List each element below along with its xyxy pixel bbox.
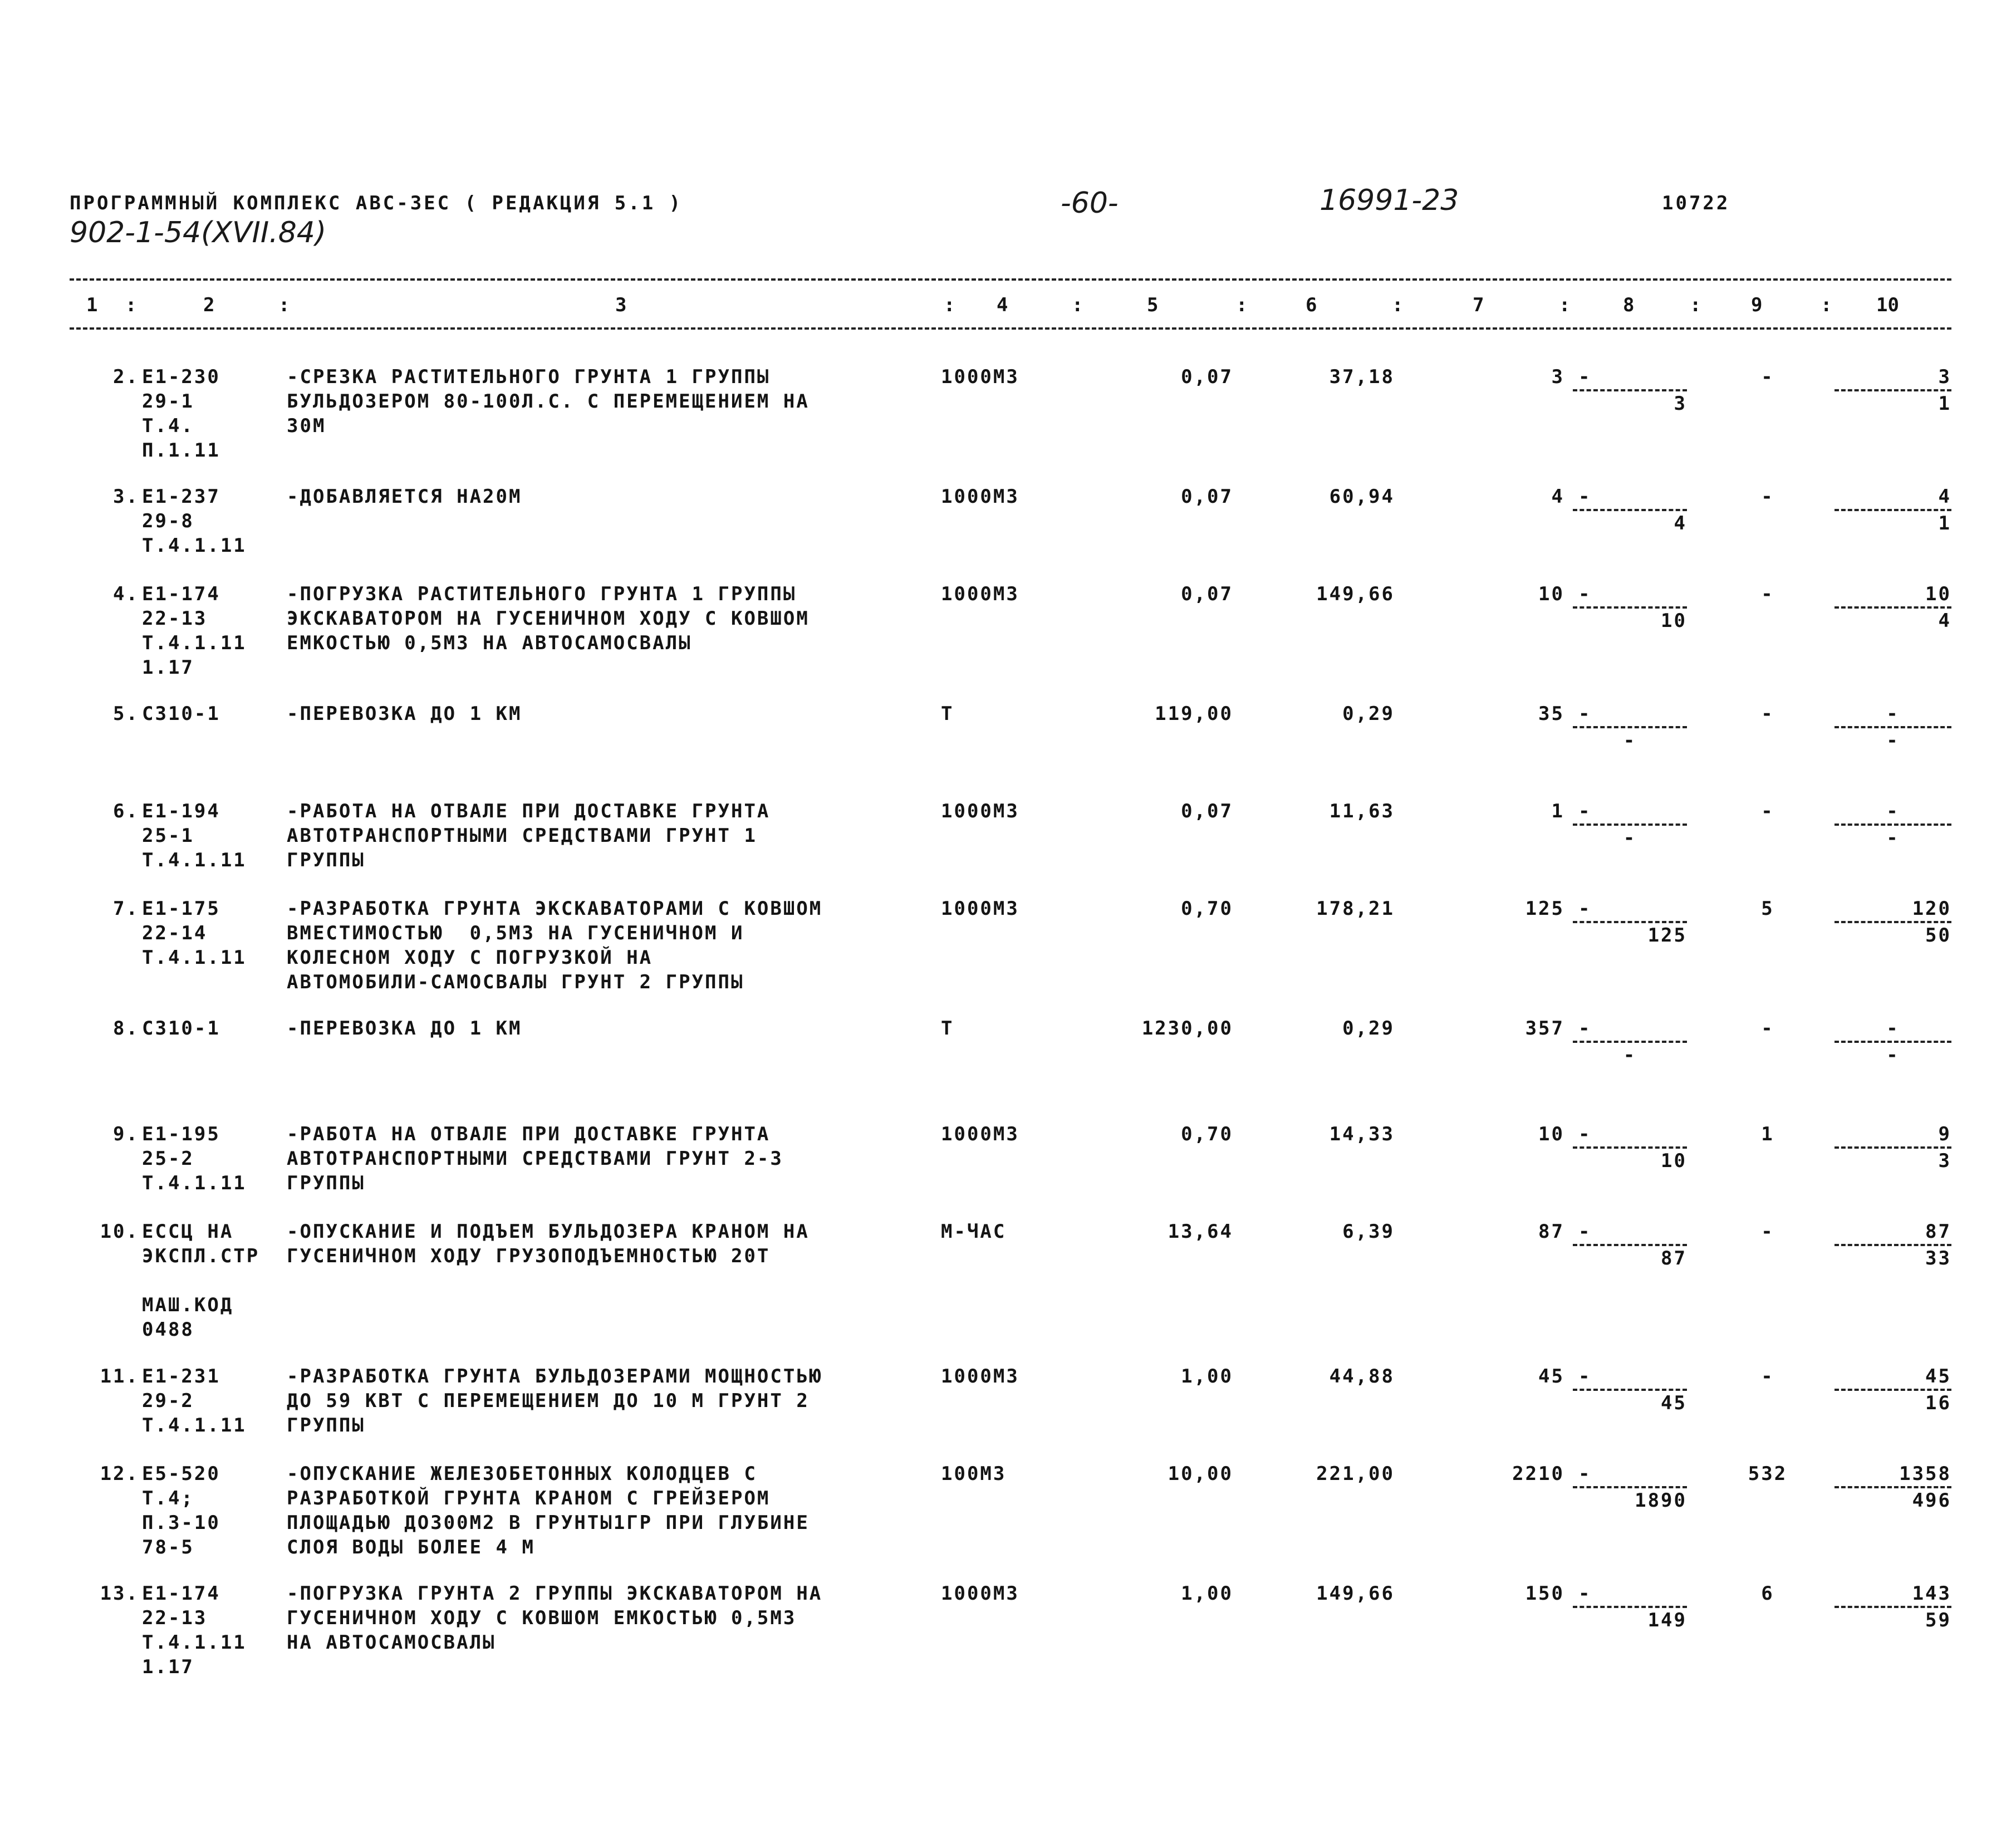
total-cost: 3 <box>1551 366 1564 388</box>
header-rule-bottom <box>70 327 1951 330</box>
col8-fraction <box>1573 1219 1687 1271</box>
col10-top: 45 <box>1925 1365 1951 1388</box>
row-number: 7. <box>113 898 139 920</box>
unit: 1000М3 <box>941 1365 1019 1388</box>
unit: 1000М3 <box>941 486 1019 508</box>
col10-fraction <box>1834 582 1951 633</box>
col-4: 4 <box>997 294 1008 316</box>
work-description: -ОПУСКАНИЕ И ПОДЪЕМ БУЛЬДОЗЕРА КРАНОМ НА ГУСЕНИЧНОМ ХОДУ ГРУЗОПОДЪЕМНОСТЬЮ 20Т <box>287 1221 810 1267</box>
col8-top: - <box>1578 1123 1592 1145</box>
project-code: 902-1-54(XVII.84) <box>70 216 327 249</box>
col8-top: - <box>1578 898 1592 920</box>
col10-bottom: - <box>1886 729 1900 752</box>
norm-code: Е1-195 <box>142 1123 220 1145</box>
col8-fraction <box>1573 365 1687 416</box>
col8-bottom: - <box>1623 729 1637 752</box>
col10-fraction <box>1834 1462 1951 1513</box>
col10-fraction <box>1834 896 1951 948</box>
col9-value: - <box>1761 703 1774 725</box>
col8-top: - <box>1578 1221 1592 1243</box>
col8-fraction <box>1573 1122 1687 1173</box>
total-cost: 150 <box>1525 1582 1564 1605</box>
norm-reference: Т.4.1.11 <box>142 632 247 654</box>
total-cost: 87 <box>1538 1221 1564 1243</box>
col10-bottom: 4 <box>1938 610 1951 632</box>
col10-bottom: 59 <box>1925 1609 1951 1631</box>
norm-code: Е5-520 <box>142 1463 220 1485</box>
unit: М-ЧАС <box>941 1221 1007 1243</box>
col9-value: 6 <box>1761 1582 1774 1605</box>
col10-bottom: 496 <box>1912 1489 1951 1512</box>
col8-fraction <box>1573 702 1687 753</box>
col10-fraction <box>1834 1122 1951 1173</box>
sheet-code: 10722 <box>1662 192 1730 214</box>
col8-top: - <box>1578 1582 1592 1605</box>
col9-value: - <box>1761 1221 1774 1243</box>
col8-top: - <box>1578 1365 1592 1388</box>
col10-top: - <box>1886 800 1900 822</box>
row-number: 8. <box>113 1017 139 1040</box>
col-9: 9 <box>1751 294 1763 316</box>
col10-fraction <box>1834 799 1951 850</box>
col8-top: - <box>1578 1463 1592 1485</box>
norm-code: Е1-230 <box>142 366 220 388</box>
unit-price: 37,18 <box>1329 366 1395 388</box>
unit-price: 0,29 <box>1342 703 1395 725</box>
col10-bottom: 3 <box>1938 1150 1951 1172</box>
col-10: 10 <box>1876 294 1899 316</box>
norm-reference: 22-13 <box>142 607 208 630</box>
row-number: 9. <box>113 1123 139 1145</box>
col8-fraction <box>1573 1581 1687 1633</box>
norm-reference: 1.17 <box>142 656 194 679</box>
row-number: 13. <box>100 1582 139 1605</box>
row-number: 11. <box>100 1365 139 1388</box>
total-cost: 1 <box>1551 800 1564 822</box>
row-number: 3. <box>113 486 139 508</box>
col10-fraction <box>1834 1219 1951 1271</box>
row-number: 5. <box>113 703 139 725</box>
col8-top: - <box>1578 1017 1592 1040</box>
unit-price: 44,88 <box>1329 1365 1395 1388</box>
row-number: 12. <box>100 1463 139 1485</box>
row-number: 6. <box>113 800 139 822</box>
work-description: -ПЕРЕВОЗКА ДО 1 КМ <box>287 703 522 725</box>
norm-code: Е1-174 <box>142 1582 220 1605</box>
quantity: 0,07 <box>1181 800 1233 822</box>
unit: Т <box>941 703 954 725</box>
norm-reference: 25-2 <box>142 1148 194 1170</box>
unit-price: 221,00 <box>1316 1463 1395 1485</box>
total-cost: 10 <box>1538 583 1564 605</box>
norm-code: Е1-231 <box>142 1365 220 1388</box>
page-number: -60- <box>1061 187 1119 220</box>
quantity: 0,70 <box>1181 1123 1233 1145</box>
row-number: 2. <box>113 366 139 388</box>
quantity: 0,07 <box>1181 583 1233 605</box>
work-description: -ДОБАВЛЯЕТСЯ НА20М <box>287 486 522 508</box>
norm-reference: Т.4.1.11 <box>142 535 247 557</box>
work-description: -РАЗРАБОТКА ГРУНТА БУЛЬДОЗЕРАМИ МОЩНОСТЬЮ ДО 59 КВТ С ПЕРЕМЕЩЕНИЕМ ДО 10 М ГРУНТ 2 ГРУППЫ <box>287 1365 823 1437</box>
col8-top: - <box>1578 800 1592 822</box>
work-description: -ПЕРЕВОЗКА ДО 1 КМ <box>287 1017 522 1040</box>
norm-code: С310-1 <box>142 703 220 725</box>
col10-fraction <box>1834 484 1951 536</box>
col9-value: - <box>1761 1017 1774 1040</box>
work-description: -ПОГРУЗКА ГРУНТА 2 ГРУППЫ ЭКСКАВАТОРОМ НА ГУСЕНИЧНОМ ХОДУ С КОВШОМ ЕМКОСТЬЮ 0,5М3 НА АВТОСАМОСВАЛЫ <box>287 1582 823 1654</box>
quantity: 1,00 <box>1181 1365 1233 1388</box>
col10-bottom: 1 <box>1938 512 1951 535</box>
unit-price: 178,21 <box>1316 898 1395 920</box>
col9-value: 1 <box>1761 1123 1774 1145</box>
col10-fraction <box>1834 702 1951 753</box>
col9-value: - <box>1761 366 1774 388</box>
total-cost: 2210 <box>1512 1463 1564 1485</box>
col-6: 6 <box>1306 294 1317 316</box>
norm-reference: Т.4.1.11 <box>142 1631 247 1654</box>
work-description: -ПОГРУЗКА РАСТИТЕЛЬНОГО ГРУНТА 1 ГРУППЫ ЭКСКАВАТОРОМ НА ГУСЕНИЧНОМ ХОДУ С КОВШОМ ЕМКОСТЬЮ 0,5М3 НА АВТОСАМОСВАЛЫ <box>287 583 810 654</box>
col8-fraction <box>1573 1462 1687 1513</box>
work-description: -РАБОТА НА ОТВАЛЕ ПРИ ДОСТАВКЕ ГРУНТА АВТОТРАНСПОРТНЫМИ СРЕДСТВАМИ ГРУНТ 2-3 ГРУППЫ <box>287 1123 783 1194</box>
col10-top: 3 <box>1938 366 1951 388</box>
col8-fraction <box>1573 582 1687 633</box>
norm-reference: 1.17 <box>142 1656 194 1678</box>
col8-fraction <box>1573 799 1687 850</box>
col10-top: 10 <box>1925 583 1951 605</box>
work-description: -РАЗРАБОТКА ГРУНТА ЭКСКАВАТОРАМИ С КОВШОМ ВМЕСТИМОСТЬЮ 0,5М3 НА ГУСЕНИЧНОМ И КОЛЕСНОМ ХОДУ С ПОГРУЗКОЙ НА АВТОМОБИЛИ-САМОСВАЛЫ ГРУНТ 2 ГРУППЫ <box>287 898 823 993</box>
unit-price: 149,66 <box>1316 583 1395 605</box>
col10-top: - <box>1886 1017 1900 1040</box>
col8-bottom: 3 <box>1674 393 1687 415</box>
col9-value: 5 <box>1761 898 1774 920</box>
norm-reference: 22-13 <box>142 1607 208 1629</box>
col10-bottom: 33 <box>1925 1247 1951 1269</box>
col8-bottom: 1890 <box>1635 1489 1687 1512</box>
norm-code: Е1-174 <box>142 583 220 605</box>
col8-bottom: 45 <box>1661 1392 1687 1414</box>
unit-price: 14,33 <box>1329 1123 1395 1145</box>
norm-reference: 29-2 <box>142 1390 194 1412</box>
col10-top: 87 <box>1925 1221 1951 1243</box>
unit: 1000М3 <box>941 898 1019 920</box>
norm-code: С310-1 <box>142 1017 220 1040</box>
unit: 100М3 <box>941 1463 1007 1485</box>
norm-reference: Т.4.1.11 <box>142 947 247 969</box>
col10-fraction <box>1834 365 1951 416</box>
norm-reference: 29-8 <box>142 510 194 532</box>
document-number: 16991-23 <box>1320 184 1459 217</box>
norm-code: Е1-194 <box>142 800 220 822</box>
col-8: 8 <box>1623 294 1635 316</box>
col8-bottom: 125 <box>1647 924 1687 947</box>
unit: 1000М3 <box>941 583 1019 605</box>
col8-fraction <box>1573 484 1687 536</box>
unit: 1000М3 <box>941 1123 1019 1145</box>
quantity: 1,00 <box>1181 1582 1233 1605</box>
column-header: 1 : 2 : 3 : 4 : 5 : 6 : 7 : 8 : 9 : 10 <box>86 294 1899 316</box>
norm-reference: 22-14 <box>142 922 208 944</box>
norm-reference: Т.4. <box>142 415 194 437</box>
col-5: 5 <box>1147 294 1159 316</box>
col8-fraction <box>1573 1364 1687 1415</box>
quantity: 10,00 <box>1168 1463 1233 1485</box>
norm-reference: 29-1 <box>142 390 194 413</box>
col10-bottom: 50 <box>1925 924 1951 947</box>
col8-top: - <box>1578 366 1592 388</box>
col10-fraction <box>1834 1364 1951 1415</box>
norm-reference: Т.4; <box>142 1487 194 1509</box>
col9-value: - <box>1761 486 1774 508</box>
norm-reference: Т.4.1.11 <box>142 1414 247 1437</box>
col8-bottom: 4 <box>1674 512 1687 535</box>
unit-price: 149,66 <box>1316 1582 1395 1605</box>
norm-code: Е1-237 <box>142 486 220 508</box>
unit-price: 60,94 <box>1329 486 1395 508</box>
col10-bottom: - <box>1886 827 1900 849</box>
quantity: 0,70 <box>1181 898 1233 920</box>
total-cost: 10 <box>1538 1123 1564 1145</box>
unit: 1000М3 <box>941 366 1019 388</box>
norm-reference: 25-1 <box>142 825 194 847</box>
col8-top: - <box>1578 583 1592 605</box>
total-cost: 45 <box>1538 1365 1564 1388</box>
col-2: 2 <box>203 294 215 316</box>
header-rule-top <box>70 278 1951 281</box>
col10-top: 1358 <box>1899 1463 1951 1485</box>
row-number: 10. <box>100 1221 139 1243</box>
norm-reference: МАШ.КОД <box>142 1294 234 1316</box>
quantity: 119,00 <box>1155 703 1233 725</box>
col8-bottom: 149 <box>1647 1609 1687 1631</box>
quantity: 13,64 <box>1168 1221 1233 1243</box>
col10-fraction <box>1834 1016 1951 1067</box>
unit-price: 0,29 <box>1342 1017 1395 1040</box>
norm-reference: Т.4.1.11 <box>142 849 247 871</box>
total-cost: 357 <box>1525 1017 1564 1040</box>
unit: 1000М3 <box>941 1582 1019 1605</box>
col10-top: - <box>1886 703 1900 725</box>
norm-reference: П.3-10 <box>142 1512 220 1534</box>
col8-bottom: 10 <box>1661 610 1687 632</box>
unit: Т <box>941 1017 954 1040</box>
col10-top: 4 <box>1938 486 1951 508</box>
col8-top: - <box>1578 703 1592 725</box>
col8-bottom: 10 <box>1661 1150 1687 1172</box>
col8-fraction <box>1573 896 1687 948</box>
norm-reference: П.1.11 <box>142 439 220 462</box>
work-description: -СРЕЗКА РАСТИТЕЛЬНОГО ГРУНТА 1 ГРУППЫ БУЛЬДОЗЕРОМ 80-100Л.С. С ПЕРЕМЕЩЕНИЕМ НА 30М <box>287 366 810 437</box>
col-1: 1 <box>86 294 98 316</box>
col8-bottom: - <box>1623 1044 1637 1066</box>
norm-code: Е1-175 <box>142 898 220 920</box>
norm-reference: 78-5 <box>142 1536 194 1558</box>
col10-bottom: 1 <box>1938 393 1951 415</box>
col8-top: - <box>1578 486 1592 508</box>
col10-top: 120 <box>1912 898 1951 920</box>
col10-fraction <box>1834 1581 1951 1633</box>
norm-reference: Т.4.1.11 <box>142 1172 247 1194</box>
col9-value: 532 <box>1748 1463 1788 1485</box>
col9-value: - <box>1761 583 1774 605</box>
col8-bottom: - <box>1623 827 1637 849</box>
total-cost: 125 <box>1525 898 1564 920</box>
quantity: 0,07 <box>1181 366 1233 388</box>
total-cost: 4 <box>1551 486 1564 508</box>
col-7: 7 <box>1473 294 1484 316</box>
norm-code: ЕССЦ НА <box>142 1221 234 1243</box>
total-cost: 35 <box>1538 703 1564 725</box>
quantity: 0,07 <box>1181 486 1233 508</box>
col9-value: - <box>1761 1365 1774 1388</box>
unit-price: 6,39 <box>1342 1221 1395 1243</box>
work-description: -РАБОТА НА ОТВАЛЕ ПРИ ДОСТАВКЕ ГРУНТА АВТОТРАНСПОРТНЫМИ СРЕДСТВАМИ ГРУНТ 1 ГРУППЫ <box>287 800 771 871</box>
col10-top: 9 <box>1938 1123 1951 1145</box>
unit: 1000М3 <box>941 800 1019 822</box>
work-description: -ОПУСКАНИЕ ЖЕЛЕЗОБЕТОННЫХ КОЛОДЦЕВ С РАЗРАБОТКОЙ ГРУНТА КРАНОМ С ГРЕЙЗЕРОМ ПЛОЩАДЬЮ ДО300М2 В ГРУНТЫ1ГР ПРИ ГЛУБИНЕ СЛОЯ ВОДЫ БОЛЕЕ 4 М <box>287 1463 810 1558</box>
quantity: 1230,00 <box>1141 1017 1233 1040</box>
col10-top: 143 <box>1912 1582 1951 1605</box>
col-3: 3 <box>615 294 627 316</box>
program-header: ПРОГРАММНЫЙ КОМПЛЕКС АВС-3ЕС ( РЕДАКЦИЯ 5.1 ) <box>70 192 683 214</box>
norm-reference: 0488 <box>142 1318 194 1341</box>
norm-reference: ЭКСПЛ.СТР <box>142 1245 260 1267</box>
col9-value: - <box>1761 800 1774 822</box>
row-number: 4. <box>113 583 139 605</box>
col8-bottom: 87 <box>1661 1247 1687 1269</box>
col10-bottom: 16 <box>1925 1392 1951 1414</box>
col10-bottom: - <box>1886 1044 1900 1066</box>
unit-price: 11,63 <box>1329 800 1395 822</box>
col8-fraction <box>1573 1016 1687 1067</box>
